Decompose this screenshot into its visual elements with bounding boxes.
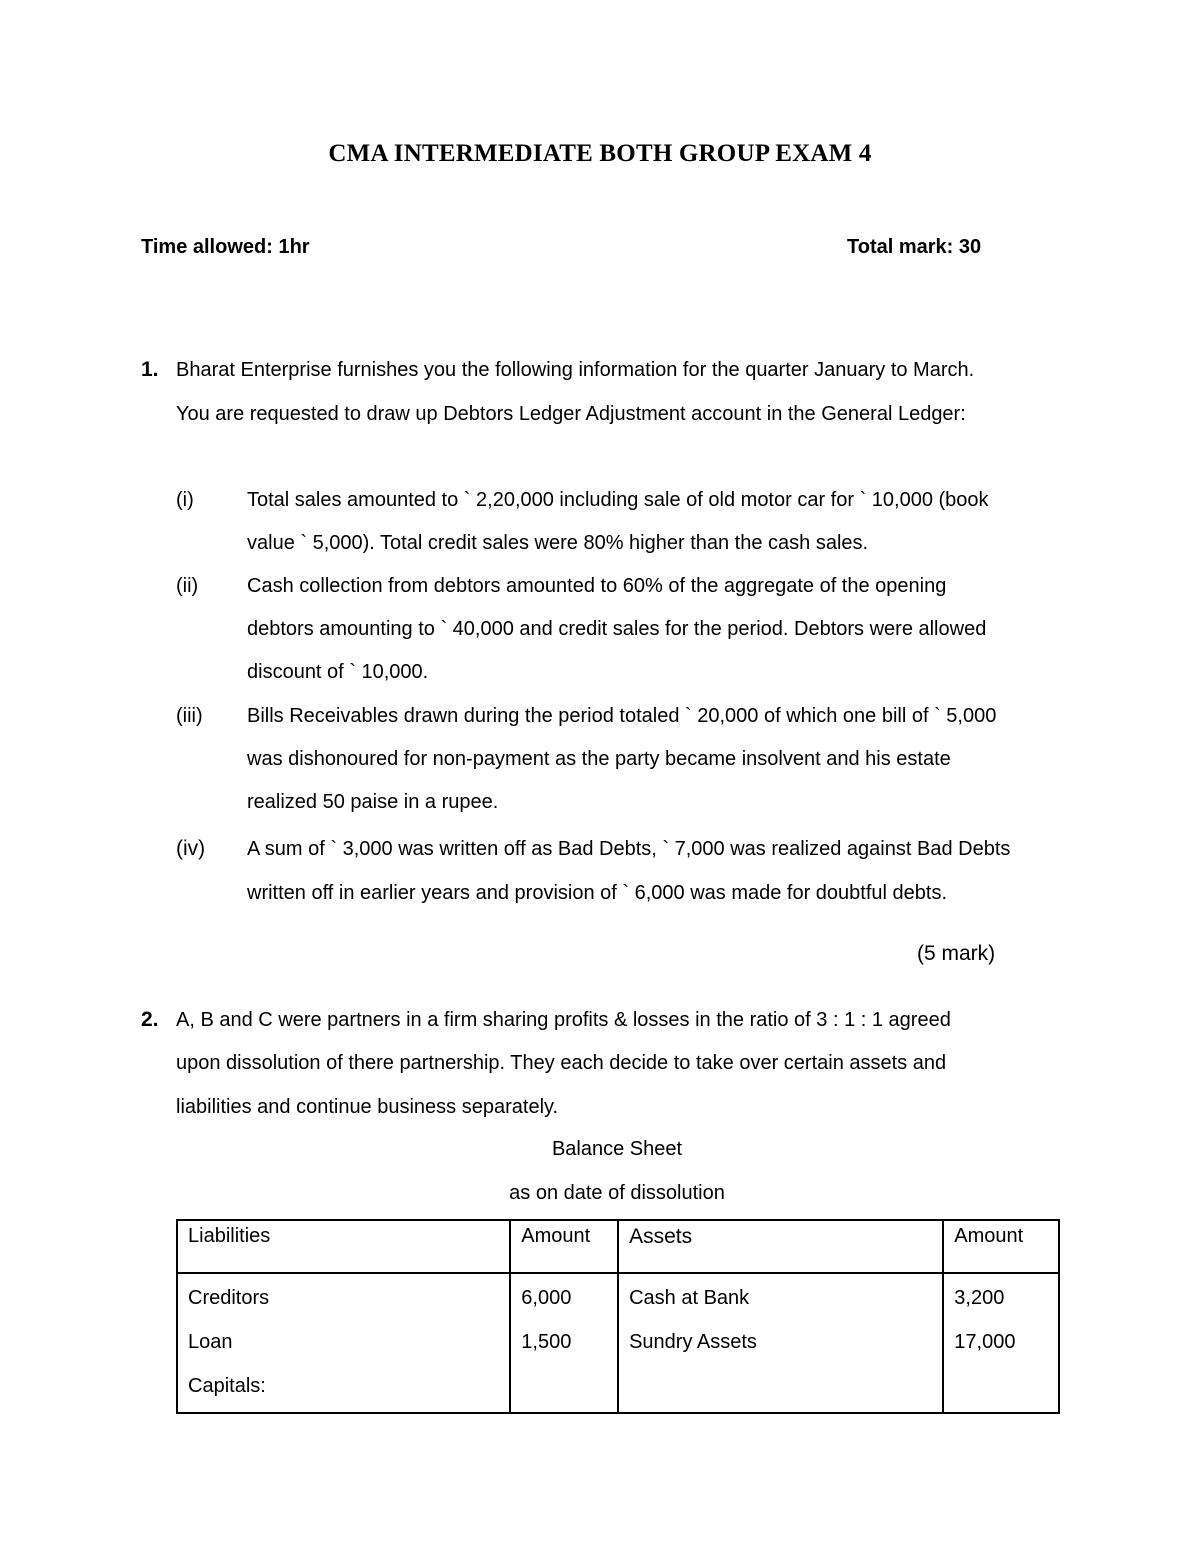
- question-1-marks: (5 mark): [917, 942, 996, 965]
- item-text: Total sales amounted to ` 2,20,000 including sale of old motor car for ` 10,000 (book: [247, 489, 989, 511]
- question-1-number: 1.: [141, 358, 159, 381]
- item-text: was dishonoured for non-payment as the party became insolvent and his estate: [247, 748, 951, 770]
- item-label: (ii): [176, 575, 199, 597]
- liability-item: Capitals:: [188, 1375, 266, 1397]
- total-mark: Total mark: 30: [847, 236, 982, 258]
- question-1-intro: Bharat Enterprise furnishes you the following information for the quarter January to March.: [176, 359, 975, 381]
- question-2-text: A, B and C were partners in a firm sharing profits & losses in the ratio of 3 : 1 : 1 agreed: [176, 1009, 951, 1031]
- asset-amount: 17,000: [954, 1331, 1016, 1353]
- header-amount: Amount: [943, 1220, 1059, 1273]
- header-liabilities: Liabilities: [177, 1220, 510, 1273]
- item-text: discount of ` 10,000.: [247, 661, 429, 683]
- balance-sheet-table: [176, 1219, 1060, 1414]
- liability-amounts-cell: [510, 1273, 618, 1413]
- asset-amount: 3,200: [954, 1287, 1005, 1309]
- header-amount: Amount: [510, 1220, 618, 1273]
- item-text: Cash collection from debtors amounted to 60% of the aggregate of the opening: [247, 575, 947, 597]
- item-text: realized 50 paise in a rupee.: [247, 791, 499, 813]
- liability-amount: 6,000: [521, 1287, 572, 1309]
- balance-sheet-subtitle: as on date of dissolution: [509, 1182, 725, 1204]
- item-label: (i): [176, 489, 194, 511]
- asset-amounts-cell: [943, 1273, 1059, 1413]
- balance-sheet-title: Balance Sheet: [551, 1138, 683, 1160]
- item-text: A sum of ` 3,000 was written off as Bad Debts, ` 7,000 was realized against Bad Debts: [247, 838, 1011, 860]
- header-assets: Assets: [618, 1220, 943, 1273]
- time-allowed: Time allowed: 1hr: [141, 236, 310, 258]
- assets-cell: [618, 1273, 943, 1413]
- item-text: Bills Receivables drawn during the period totaled ` 20,000 of which one bill of ` 5,000: [247, 705, 997, 727]
- exam-title: CMA INTERMEDIATE BOTH GROUP EXAM 4: [328, 140, 872, 167]
- question-2-text: liabilities and continue business separately.: [176, 1096, 559, 1118]
- liability-amount: 1,500: [521, 1331, 572, 1353]
- liability-item: Loan: [188, 1331, 233, 1353]
- item-text: debtors amounting to ` 40,000 and credit sales for the period. Debtors were allowed: [247, 618, 987, 640]
- table-row: [177, 1273, 1059, 1413]
- asset-item: Cash at Bank: [629, 1287, 750, 1309]
- item-text: written off in earlier years and provision of ` 6,000 was made for doubtful debts.: [247, 882, 948, 904]
- question-2-number: 2.: [141, 1008, 159, 1031]
- liability-item: Creditors: [188, 1287, 270, 1309]
- asset-item: Sundry Assets: [629, 1331, 757, 1353]
- question-2-text: upon dissolution of there partnership. They each decide to take over certain assets and: [176, 1052, 947, 1074]
- item-label: (iv): [176, 837, 206, 860]
- table-header-row: [177, 1220, 1059, 1273]
- item-label: (iii): [176, 705, 203, 727]
- liabilities-cell: [177, 1273, 510, 1413]
- item-text: value ` 5,000). Total credit sales were 80% higher than the cash sales.: [247, 532, 869, 554]
- question-1-intro: You are requested to draw up Debtors Ledger Adjustment account in the General Ledger:: [176, 403, 966, 425]
